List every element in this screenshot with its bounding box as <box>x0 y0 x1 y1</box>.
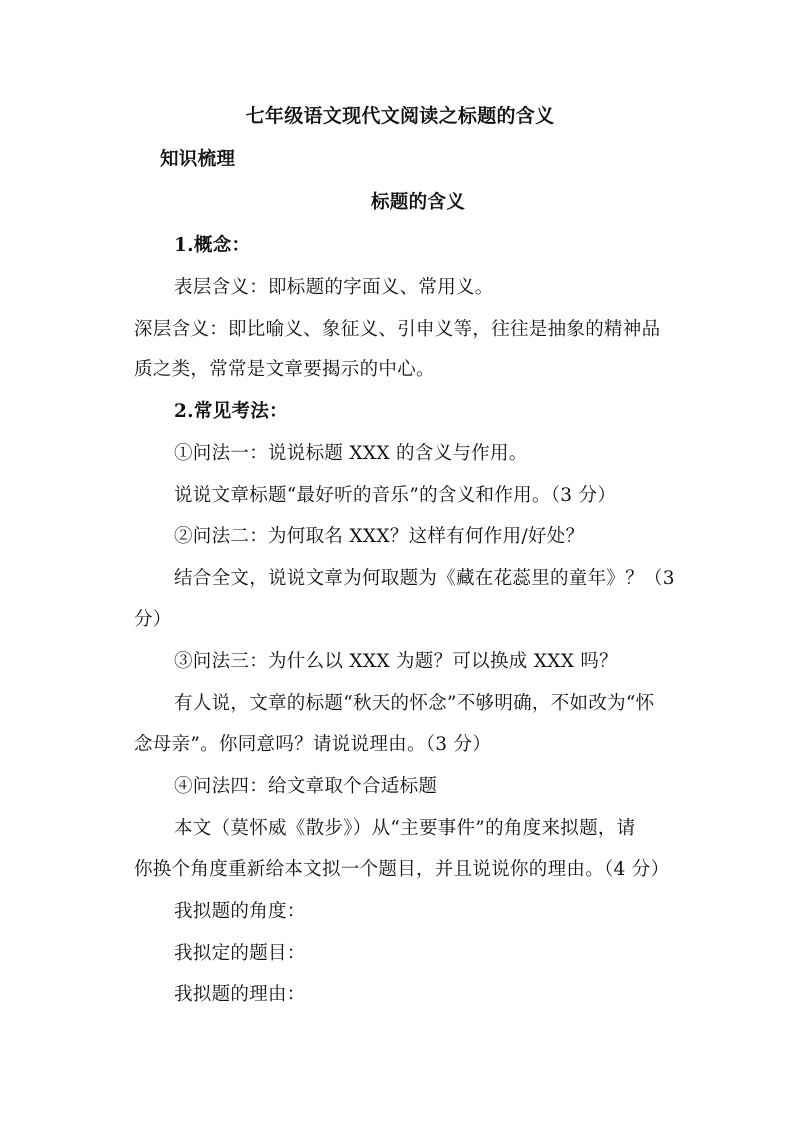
method-1-example: 说说文章标题“最好听的音乐”的含义和作用。（3 分） <box>174 485 617 506</box>
answer-title-label: 我拟定的题目： <box>174 943 306 964</box>
method-3-example-line-2: 念母亲”。你同意吗？请说说理由。（3 分） <box>134 734 492 755</box>
section-heading: 知识梳理 <box>160 149 236 170</box>
methods-heading: 2.常见考法： <box>174 401 288 422</box>
method-3-example-line-1: 有人说，文章的标题“秋天的怀念”不够明确，不如改为“怀 <box>174 693 655 714</box>
surface-meaning: 表层含义：即标题的字面义、常用义。 <box>174 277 494 298</box>
method-2-label: ②问法二：为何取名 XXX？这样有何作用/好处？ <box>174 526 585 547</box>
deep-meaning-line-1: 深层含义：即比喻义、象征义、引申义等，往往是抽象的精神品 <box>134 319 661 340</box>
method-1-label: ①问法一：说说标题 XXX 的含义与作用。 <box>174 443 528 464</box>
method-3-label: ③问法三：为什么以 XXX 为题？可以换成 XXX 吗？ <box>174 651 618 672</box>
answer-angle-label: 我拟题的角度： <box>174 901 306 922</box>
method-4-example-line-1: 本文（莫怀威《散步》）从“主要事件”的角度来拟题，请 <box>174 818 636 839</box>
deep-meaning-line-2: 质之类，常常是文章要揭示的中心。 <box>134 359 435 380</box>
answer-reason-label: 我拟题的理由： <box>174 984 306 1005</box>
document-title: 七年级语文现代文阅读之标题的含义 <box>245 105 555 127</box>
method-2-example-line-1: 结合全文，说说文章为何取题为《藏在花蕊里的童年》？（3 <box>174 568 675 589</box>
method-4-label: ④问法四：给文章取个合适标题 <box>174 776 438 797</box>
method-2-example-line-2: 分） <box>134 609 172 630</box>
method-4-example-line-2: 你换个角度重新给本文拟一个题目，并且说说你的理由。（4 分） <box>134 859 670 880</box>
concept-heading: 1.概念： <box>174 235 251 256</box>
subtitle: 标题的含义 <box>371 192 466 213</box>
